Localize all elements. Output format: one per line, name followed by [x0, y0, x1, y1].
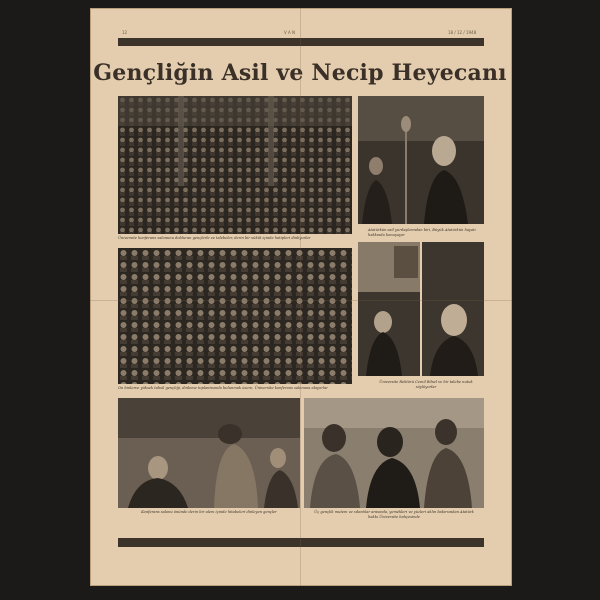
photo-student-crowd	[118, 248, 352, 384]
page-headline: Gençliğin Asil ve Necip Heyecanı	[93, 60, 507, 86]
rector-image	[358, 242, 484, 376]
photo-rector-speech	[358, 242, 484, 376]
horizontal-fold-line	[90, 300, 512, 301]
photo-women-crying	[304, 398, 484, 508]
paper-name: V A N	[284, 30, 296, 35]
photo-speaker-microphone	[358, 96, 484, 224]
caption-photo3: On binlerce yüksek tahsil gençliği, dinleme toplantısında bulunmak üzere, Üniversite konferans salonuna akıyorlar	[118, 386, 328, 390]
vertical-fold-line	[300, 8, 301, 586]
crowd-auditorium-image	[118, 96, 352, 234]
grieving-students-image	[118, 398, 300, 508]
bottom-rule	[118, 538, 484, 547]
photo-students-grieving	[118, 398, 300, 508]
caption-photo5: Konferans salonu önünde derin bir alem içinde hitabeleri dinleyen gençler	[141, 510, 277, 514]
caption-photo6: Üç gençlik mutem ve sıkıntılar arasında, yemekleri ve yüzleri aklın bakırsından Atatürk hakkı Üniversite bahçesinde	[314, 510, 474, 519]
women-crying-image	[304, 398, 484, 508]
photo-crowd-auditorium	[118, 96, 352, 234]
issue-date: 18 / 12 / 1948	[448, 30, 477, 35]
speaker-image	[358, 96, 484, 224]
page-number: 12	[122, 30, 128, 35]
top-rule	[118, 38, 484, 46]
student-crowd-image	[118, 248, 352, 384]
caption-photo2: Atatürkün asil yurdaşlarından biri, Büyük Atatürkün hayatı hakkında konuşuyor	[368, 228, 476, 237]
caption-photo4: Üniversite Rektörü Cemil Bilsel ve bir talebe nutuk söylüyorlar	[379, 380, 473, 389]
caption-photo1: Üniversite konferans salonunu dolduran gençlerle ve talebeler, derin bir sükût içinde hatipleri dinliyorlar	[118, 236, 311, 240]
